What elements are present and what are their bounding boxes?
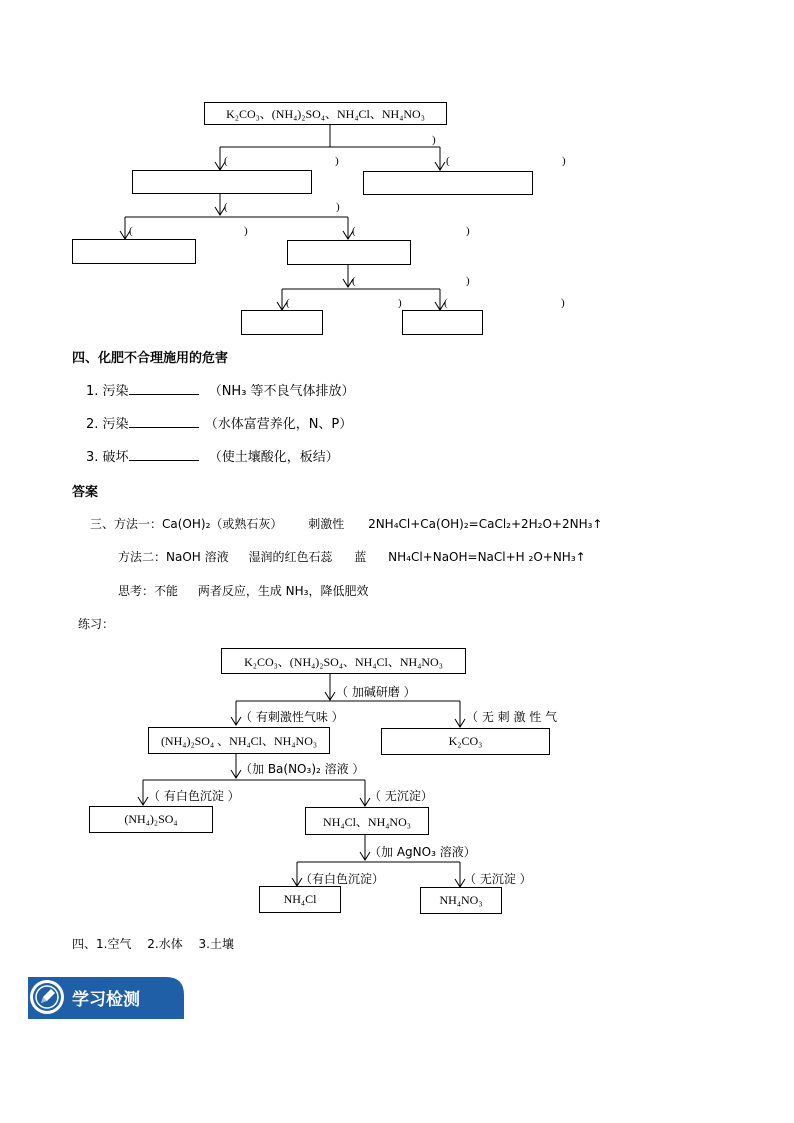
- step-label: （ 加碱研磨 ）: [336, 685, 416, 699]
- diagram2-root-box: K₂CO₃、(NH₄)₂SO₄、NH₄Cl、NH₄NO₃: [221, 648, 466, 674]
- result-box: NH₄Cl: [259, 886, 341, 913]
- answer-text: 两者反应，生成 NH₃，降低肥效: [197, 584, 369, 598]
- paren-close: ): [244, 225, 248, 237]
- item-number: 3.: [86, 450, 99, 465]
- branch-label: （ 无沉淀）: [369, 789, 433, 803]
- branch-label: （ 无沉淀 ）: [464, 872, 532, 886]
- paren-close: ): [466, 225, 470, 237]
- paren-open: (: [286, 297, 290, 309]
- practice-label: 练习：: [78, 617, 115, 631]
- item-prefix: 破坏: [102, 450, 129, 465]
- paren-close: ): [336, 201, 340, 213]
- result-box: NH₄Cl、NH₄NO₃: [305, 807, 429, 835]
- answer-label: 思考：不能: [118, 584, 179, 598]
- result-box: NH₄NO₃: [420, 887, 502, 914]
- item-note: （使土壤酸化，板结）: [208, 450, 339, 465]
- result-box: K₂CO₃: [381, 728, 550, 755]
- answer-4: 四、1.空气 2.水体 3.土壤: [72, 937, 234, 951]
- step-label: （加 Ba(NO₃)₂ 溶液 ）: [240, 762, 365, 776]
- paren-close: ): [398, 297, 402, 309]
- item-note: （NH₃ 等不良气体排放）: [208, 384, 355, 399]
- item-prefix: 污染: [102, 384, 129, 399]
- diagram1-root-box: K₂CO₃、(NH₄)₂SO₄、NH₄Cl、NH₄NO₃: [204, 102, 447, 125]
- branch-label: （ 有白色沉淀 ）: [148, 789, 240, 803]
- answer-word: 刺激性: [308, 517, 345, 531]
- answer-label: 方法二：NaOH 溶液: [118, 550, 229, 564]
- item-prefix: 污染: [102, 417, 129, 432]
- answer-equation: 2NH₄Cl+Ca(OH)₂=CaCl₂+2H₂O+2NH₃↑: [368, 517, 603, 531]
- answer-word: 湿润的红色石蕊: [248, 550, 333, 564]
- step-label: （加 AgNO₃ 溶液）: [369, 845, 476, 859]
- branch-label: （有白色沉淀）: [300, 872, 385, 886]
- paren-open: (: [446, 155, 450, 167]
- paren-open: (: [224, 155, 228, 167]
- branch-label: （ 有刺激性气味 ）: [240, 710, 344, 724]
- branch-label: （ 无 刺 激 性 气: [466, 710, 558, 724]
- item-number: 2.: [86, 417, 99, 432]
- paren-close: ): [335, 155, 339, 167]
- answer-equation: NH₄Cl+NaOH=NaCl+H ₂O+NH₃↑: [388, 550, 586, 564]
- study-check-banner: [28, 977, 184, 1019]
- section4-heading: 四、化肥不合理施用的危害: [72, 351, 229, 366]
- banner-title: 学习检测: [72, 990, 140, 1010]
- paren-open: (: [224, 201, 228, 213]
- paren-close: ): [466, 275, 470, 287]
- paren-open: (: [129, 225, 133, 237]
- paren-open: (: [444, 297, 448, 309]
- paren-close: ): [432, 134, 436, 146]
- paren-close: ): [562, 155, 566, 167]
- paren-open: (: [352, 225, 356, 237]
- answer-word: 蓝: [354, 550, 367, 564]
- result-box: (NH₄)₂SO₄: [89, 806, 213, 833]
- item-number: 1.: [86, 384, 99, 399]
- answer-label: 三、方法一：Ca(OH)₂（或熟石灰）: [90, 517, 283, 531]
- result-box: (NH₄)₂SO₄ 、NH₄Cl、NH₄NO₃: [148, 727, 330, 754]
- pencil-icon: [30, 980, 64, 1014]
- paren-close: ): [561, 297, 565, 309]
- item-note: （水体富营养化，N、P）: [204, 417, 353, 432]
- answers-heading: 答案: [72, 485, 99, 500]
- paren-open: (: [352, 275, 356, 287]
